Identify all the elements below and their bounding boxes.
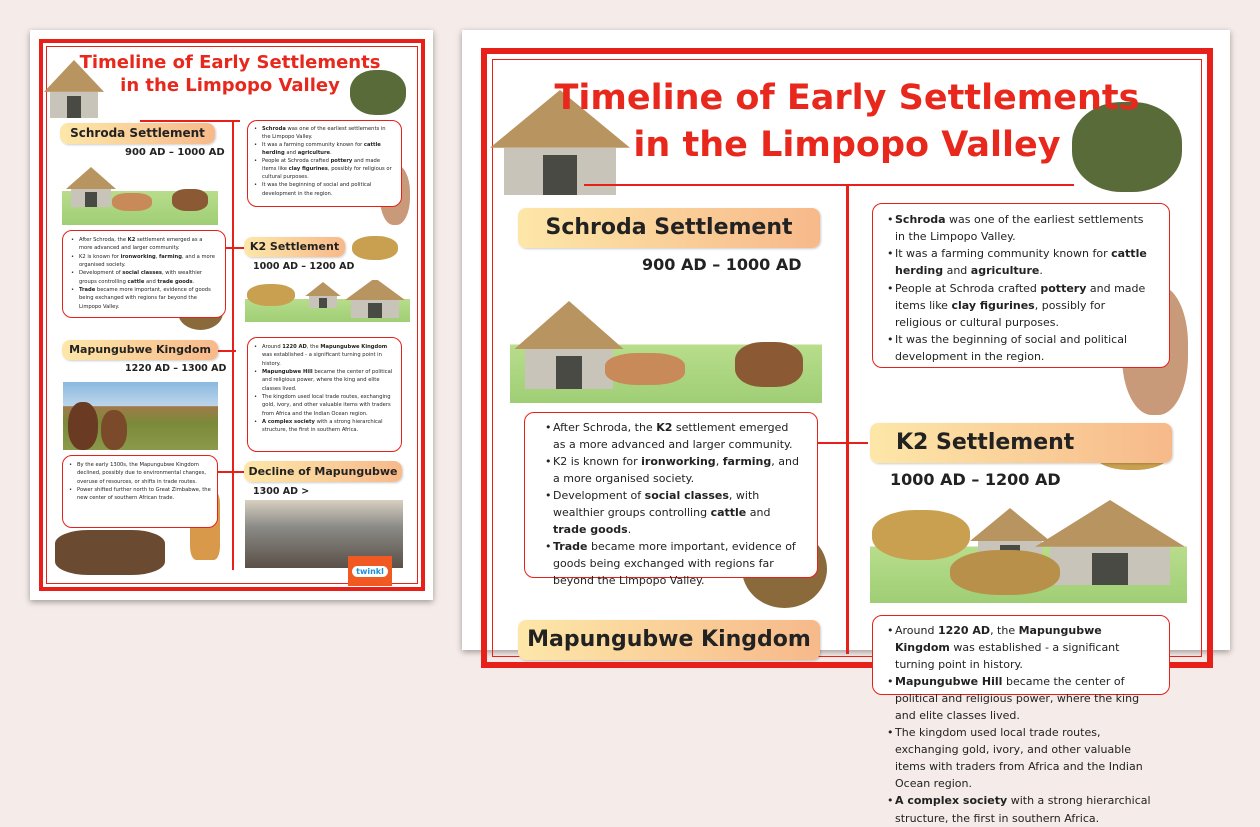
bold-text: K2	[127, 237, 136, 243]
bullet-item	[887, 673, 1155, 724]
bullet-item	[887, 792, 1155, 826]
bullet-item	[71, 286, 217, 311]
bold-text: trade goods	[157, 278, 193, 285]
bold-text: cattle herding	[895, 247, 1147, 278]
title-line-1: Timeline of Early Settlements	[79, 52, 381, 73]
text: , and a more organised society.	[553, 455, 799, 486]
bold-text: Trade	[79, 286, 96, 293]
text: After Schroda, the	[553, 421, 657, 434]
text: , possibly for religious or cultural purposes.	[262, 166, 392, 181]
section-heading-k2: K2 Settlement	[870, 423, 1172, 463]
schroda-image	[510, 297, 822, 403]
text: became the center of political and religious power, where the king and elite classes lived.	[895, 675, 1140, 723]
bullet-item	[887, 331, 1153, 365]
bullet-item	[69, 461, 211, 486]
text: .	[1039, 264, 1043, 278]
bold-text: pottery	[1040, 281, 1087, 295]
title-line-1: Timeline of Early Settlements	[554, 78, 1140, 118]
text: ,	[715, 455, 723, 469]
section-heading-schroda: Schroda Settlement	[518, 208, 820, 248]
timeline-line	[232, 120, 234, 570]
text: It was a farming community known for	[262, 142, 364, 149]
text: , with wealthier groups controlling	[553, 489, 760, 520]
text: It was the beginning of social and political development in the region.	[895, 333, 1127, 364]
section-date: 900 AD – 1000 AD	[642, 255, 802, 274]
text: The kingdom used local trade routes, exchanging gold, ivory, and other valuable items with traders from Africa and the Indian Ocean region.	[262, 393, 391, 417]
text: was established - a significant turning point in history.	[895, 641, 1120, 672]
animals-image	[55, 530, 165, 575]
connector	[218, 350, 236, 352]
bullet-item	[254, 393, 395, 418]
timeline-connector	[584, 184, 1074, 186]
bold-text: 1220 AD	[282, 344, 307, 350]
clay-figurine-image	[352, 236, 398, 260]
section-date: 1000 AD – 1200 AD	[890, 470, 1061, 489]
bullet-item	[545, 487, 803, 538]
text: Development of	[553, 489, 645, 503]
timeline-line	[846, 184, 849, 654]
bullet-item	[254, 368, 395, 393]
bullet-item	[254, 418, 395, 435]
text: with a strong hierarchical structure, the first in southern Africa.	[895, 794, 1151, 825]
title-line-2: in the Limpopo Valley	[633, 125, 1061, 166]
text: K2 is known for	[553, 455, 642, 469]
bold-text: cattle herding	[262, 142, 381, 157]
bullet-item	[71, 253, 217, 270]
bullet-item	[254, 181, 395, 197]
text: , the	[306, 344, 321, 350]
bold-text: Schroda	[895, 213, 946, 226]
bullet-item	[254, 157, 395, 181]
bullet-item	[887, 245, 1153, 279]
bullet-item	[545, 419, 803, 453]
bold-text: cattle	[710, 506, 747, 520]
bold-text: pottery	[330, 158, 353, 165]
bold-text: farming	[159, 253, 182, 260]
mapungubwe-hill-image	[63, 382, 218, 450]
text: and	[284, 150, 298, 157]
text: became more important, evidence of goods being exchanged with regions far beyond the Limpopo Valley.	[553, 540, 796, 588]
bullet-item	[887, 211, 1153, 245]
bold-text: Mapungubwe Kingdom	[895, 624, 1102, 655]
text: was one of the earliest settlements in the Limpopo Valley.	[895, 213, 1144, 244]
section-date: 900 AD – 1000 AD	[125, 147, 225, 158]
bold-text: Trade	[553, 540, 588, 554]
text: became more important, evidence of goods being exchanged with regions far beyond the Limpopo Valley.	[79, 286, 211, 310]
bold-text: clay figurines	[288, 166, 328, 173]
k2-image	[870, 500, 1187, 603]
bullet-item	[887, 280, 1153, 331]
bullet-item	[887, 724, 1155, 792]
logo-text: twinkl	[352, 566, 388, 577]
bold-text: 1220 AD	[937, 624, 991, 637]
text: Development of	[79, 270, 123, 277]
text: .	[330, 150, 332, 157]
text: became the center of political and religious power, where the king and elite classes lived.	[262, 368, 393, 392]
text: .	[192, 278, 195, 285]
section-date: 1300 AD >	[253, 486, 310, 497]
bullet-item	[545, 538, 803, 589]
section-heading-mapungubwe: Mapungubwe Kingdom	[62, 340, 218, 360]
bullet-item	[71, 236, 217, 253]
text: settlement emerged as a more advanced and larger community.	[553, 421, 793, 452]
text: .	[627, 523, 632, 537]
poster-title	[70, 51, 390, 98]
bold-text: agriculture	[970, 264, 1040, 278]
bold-text: ironworking	[641, 455, 716, 469]
section-heading-decline: Decline of Mapungubwe	[244, 461, 402, 482]
section-heading-mapungubwe: Mapungubwe Kingdom	[518, 620, 820, 660]
schroda-image	[62, 163, 218, 225]
text: Power shifted further north to Great Zimbabwe, the new center of southern African trade.	[77, 486, 211, 502]
bold-text: agriculture	[297, 150, 331, 157]
bold-text: A complex society	[262, 418, 315, 425]
text: , possibly for religious or cultural purposes.	[895, 298, 1106, 329]
section-date: 1000 AD – 1200 AD	[253, 261, 355, 272]
bold-text: Mapungubwe Hill	[895, 675, 1003, 689]
text: and	[144, 278, 158, 285]
bold-text: ironworking	[120, 253, 156, 260]
bold-text: cattle	[127, 278, 145, 285]
bold-text: clay figurines	[951, 298, 1035, 312]
poster-thumbnail[interactable]	[30, 30, 433, 600]
text: and made items like	[895, 281, 1146, 312]
bullet-item	[254, 125, 395, 141]
poster-zoom-view	[462, 30, 1230, 825]
text: and	[943, 264, 971, 278]
text: was established - a significant turning point in history.	[262, 352, 382, 367]
bold-text: farming	[722, 455, 772, 469]
bold-text: Schroda	[262, 126, 286, 132]
timeline-connector	[140, 120, 240, 122]
info-box-mapungubwe	[247, 337, 402, 452]
text: Around	[262, 344, 283, 350]
text: People at Schroda crafted	[262, 158, 331, 165]
info-box-decline	[62, 455, 218, 528]
text: was one of the earliest settlements in the Limpopo Valley.	[262, 126, 386, 141]
text: , the	[990, 624, 1019, 637]
section-heading-k2: K2 Settlement	[244, 237, 345, 257]
text: , with wealthier groups controlling	[79, 270, 203, 285]
text: and made items like	[262, 158, 381, 173]
text: Around	[895, 624, 938, 637]
text: K2 is known for	[79, 253, 121, 260]
info-box-k2	[524, 412, 818, 588]
connector	[226, 247, 244, 249]
k2-image	[245, 280, 410, 322]
bullet-item	[254, 343, 395, 368]
bullet-item	[545, 453, 803, 487]
bold-text: social classes	[122, 270, 162, 277]
bold-text: Mapungubwe Kingdom	[320, 344, 388, 350]
bold-text: Mapungubwe Hill	[262, 368, 313, 375]
text: People at Schroda crafted	[895, 281, 1041, 295]
text: and	[746, 506, 771, 520]
bold-text: A complex society	[895, 794, 1008, 808]
bullet-item	[69, 486, 211, 503]
info-box-schroda	[872, 203, 1170, 368]
info-box-mapungubwe	[872, 615, 1170, 825]
text: ,	[155, 253, 160, 260]
text: It was the beginning of social and political development in the region.	[262, 182, 372, 197]
bold-text: social classes	[644, 489, 729, 503]
twinkl-logo[interactable]	[348, 556, 392, 586]
section-heading-schroda: Schroda Settlement	[60, 123, 215, 144]
section-date: 1220 AD – 1300 AD	[125, 363, 227, 374]
connector	[818, 442, 868, 444]
poster-title	[552, 75, 1142, 170]
info-box-schroda	[247, 120, 402, 207]
text: The kingdom used local trade routes, exchanging gold, ivory, and other valuable items with traders from Africa and the Indian Ocean region.	[895, 726, 1143, 791]
title-line-2: in the Limpopo Valley	[120, 75, 340, 97]
text: settlement emerged as a more advanced and larger community.	[79, 237, 203, 252]
text: , and a more organised society.	[79, 253, 215, 268]
text: After Schroda, the	[79, 237, 128, 243]
text: It was a farming community known for	[895, 247, 1112, 261]
info-box-k2	[62, 230, 226, 318]
connector	[218, 471, 244, 473]
bullet-item	[254, 141, 395, 157]
text: By the early 1300s, the Mapungubwe Kingdom declined, possibly due to environmental changes, overuse of resources, or shifts in trade routes.	[77, 462, 207, 485]
bullet-item	[71, 269, 217, 286]
bold-text: K2	[656, 421, 673, 434]
text: with a strong hierarchical structure, the first in southern Africa.	[262, 418, 383, 434]
bold-text: trade goods	[553, 523, 628, 537]
